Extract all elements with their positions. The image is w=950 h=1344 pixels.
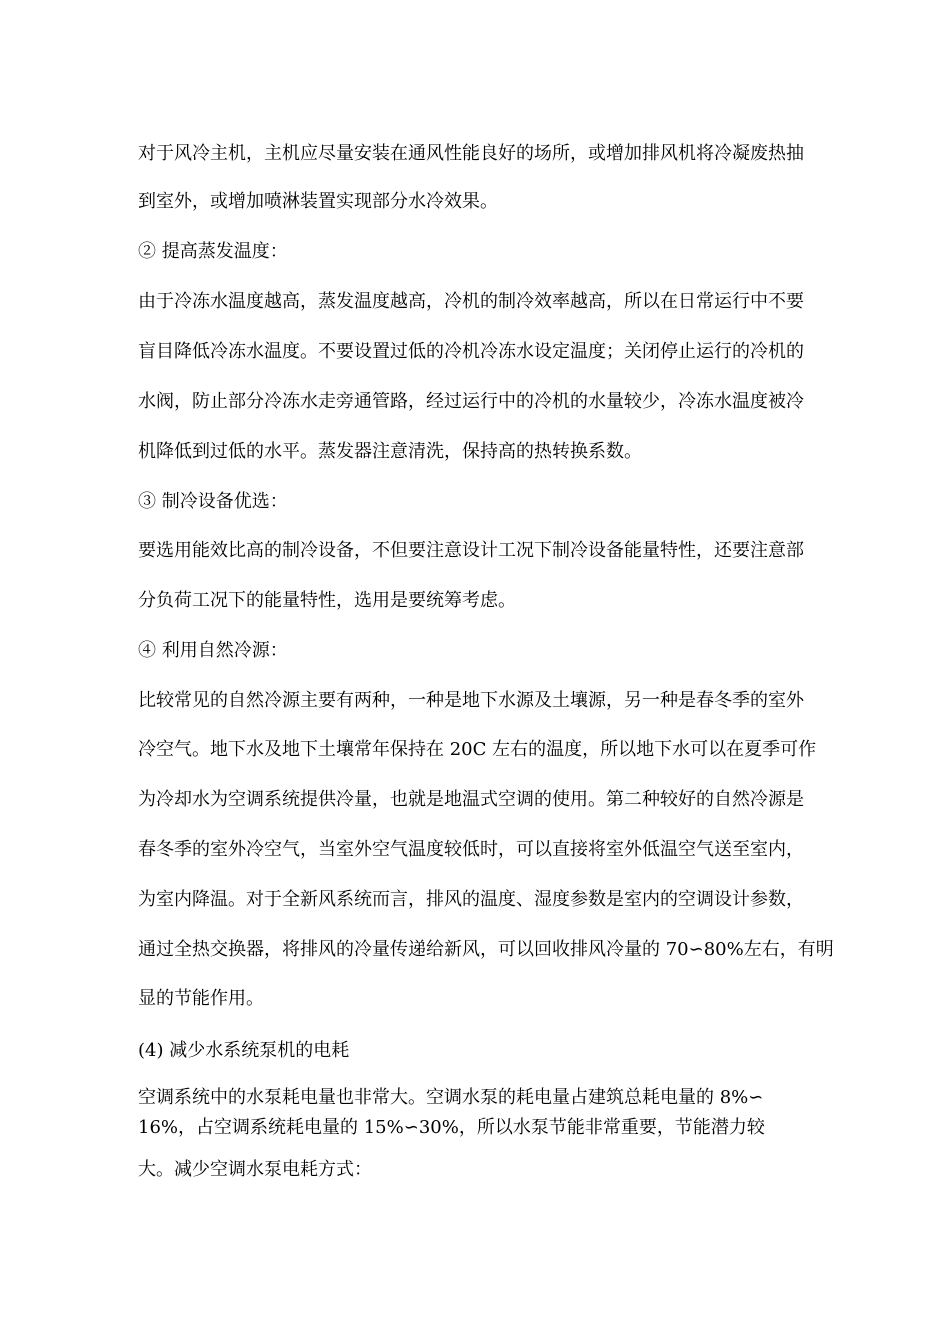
text-line: 空调系统中的水泵耗电量也非常大。空调水泵的耗电量占建筑总耗电量的 8%∽ xyxy=(138,1087,764,1108)
section-heading: ③ 制冷设备优选： xyxy=(138,491,288,512)
section-heading: ④ 利用自然冷源： xyxy=(138,640,288,661)
text-line: 分负荷工况下的能量特性，选用是要统筹考虑。 xyxy=(138,590,516,611)
text-line: 对于风冷主机，主机应尽量安装在通风性能良好的场所，或增加排风机将冷凝废热抽 xyxy=(138,143,804,164)
text-line: 比较常见的自然冷源主要有两种，一种是地下水源及土壤源，另一种是春冬季的室外 xyxy=(138,690,804,711)
text-line: 16%，占空调系统耗电量的 15%∽30%，所以水泵节能非常重要，节能潜力较 xyxy=(138,1117,765,1138)
section-heading: (4) 减少水系统泵机的电耗 xyxy=(138,1040,350,1061)
text-line: 到室外，或增加喷淋装置实现部分水冷效果。 xyxy=(138,191,498,212)
text-line: 冷空气。地下水及地下土壤常年保持在 20C 左右的温度，所以地下水可以在夏季可作 xyxy=(138,739,817,760)
text-line: 要选用能效比高的制冷设备，不但要注意设计工况下制冷设备能量特性，还要注意部 xyxy=(138,540,804,561)
text-line: 通过全热交换器，将排风的冷量传递给新风，可以回收排风冷量的 70∽80%左右，有明 xyxy=(138,939,834,960)
text-line: 大。减少空调水泵电耗方式： xyxy=(138,1159,372,1180)
text-line: 由于冷冻水温度越高，蒸发温度越高，冷机的制冷效率越高，所以在日常运行中不要 xyxy=(138,291,804,312)
text-line: 盲目降低冷冻水温度。不要设置过低的冷机冷冻水设定温度；关闭停止运行的冷机的 xyxy=(138,341,804,362)
text-line: 机降低到过低的水平。蒸发器注意清洗，保持高的热转换系数。 xyxy=(138,441,642,462)
text-line: 显的节能作用。 xyxy=(138,988,264,1009)
section-heading: ② 提高蒸发温度： xyxy=(138,241,288,262)
text-line: 春冬季的室外冷空气，当室外空气温度较低时，可以直接将室外低温空气送至室内， xyxy=(138,839,804,860)
text-line: 为冷却水为空调系统提供冷量，也就是地温式空调的使用。第二种较好的自然冷源是 xyxy=(138,789,804,810)
text-line: 水阀，防止部分冷冻水走旁通管路，经过运行中的冷机的水量较少，冷冻水温度被冷 xyxy=(138,391,804,412)
text-line: 为室内降温。对于全新风系统而言，排风的温度、湿度参数是室内的空调设计参数， xyxy=(138,889,804,910)
